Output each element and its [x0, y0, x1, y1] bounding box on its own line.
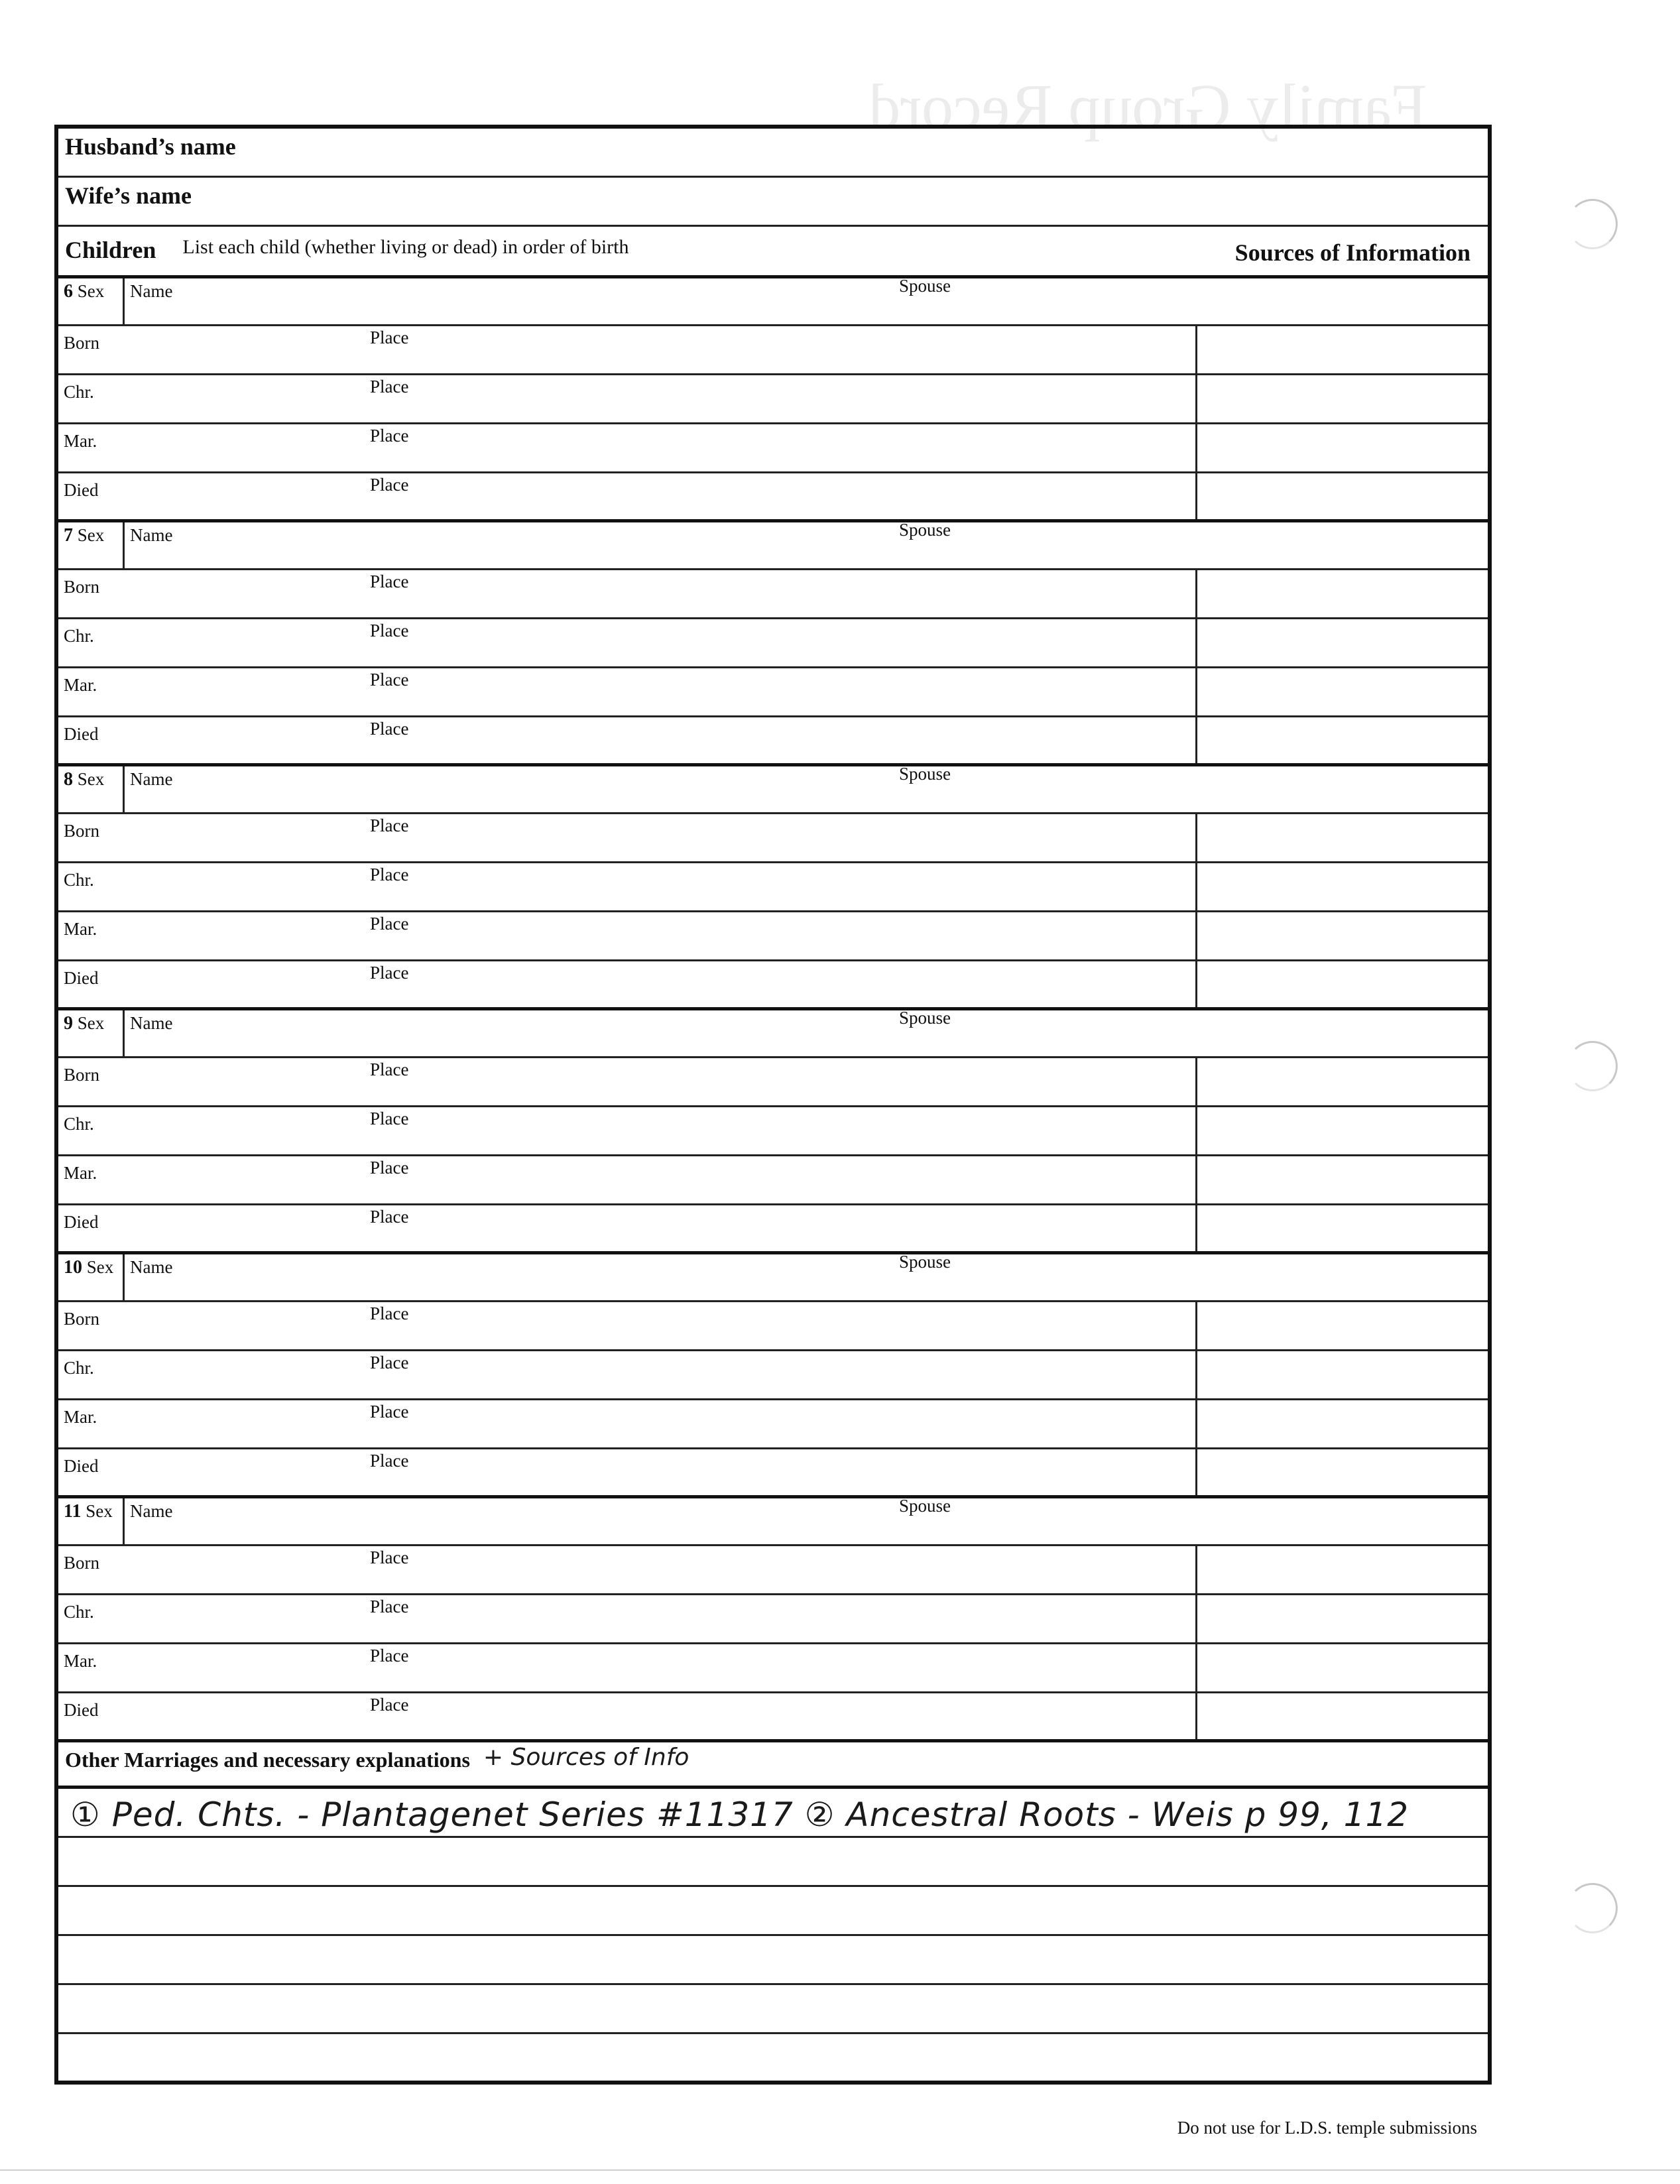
- wife-name-label: Wife’s name: [65, 182, 192, 209]
- event-label: Mar.: [64, 919, 97, 939]
- sex-label: Sex: [77, 769, 105, 789]
- note-line[interactable]: [58, 1936, 1488, 1985]
- place-label: Place: [370, 1207, 409, 1227]
- event-field[interactable]: [58, 1400, 1197, 1447]
- event-label: Died: [64, 1212, 99, 1232]
- event-field[interactable]: [58, 1156, 1197, 1203]
- children-label: Children: [65, 237, 156, 263]
- source-cell[interactable]: [1197, 1546, 1488, 1593]
- other-marriages-header: [58, 1742, 1488, 1789]
- spouse-label: Spouse: [899, 1008, 951, 1028]
- source-cell[interactable]: [1197, 375, 1488, 422]
- children-header: [58, 227, 1488, 278]
- children-instruction: List each child (whether living or dead) in order of birth: [182, 236, 629, 258]
- child-number: 10: [64, 1257, 82, 1278]
- event-label: Born: [64, 333, 99, 353]
- source-cell[interactable]: [1197, 912, 1488, 959]
- source-cell[interactable]: [1197, 1449, 1488, 1495]
- child-event-row[interactable]: [58, 1302, 1488, 1351]
- sex-label: Sex: [77, 525, 105, 545]
- event-label: Died: [64, 1456, 99, 1476]
- event-field[interactable]: [58, 1058, 1197, 1105]
- child-event-row[interactable]: [58, 1449, 1488, 1498]
- place-label: Place: [370, 377, 409, 396]
- note-line[interactable]: [58, 1985, 1488, 2034]
- child-number: 11: [64, 1501, 82, 1522]
- child-number-sex[interactable]: [58, 1498, 125, 1544]
- place-label: Place: [370, 572, 409, 591]
- event-field[interactable]: [58, 1351, 1197, 1398]
- event-field[interactable]: [58, 1595, 1197, 1642]
- page-edge: [0, 2169, 1680, 2171]
- event-field[interactable]: [58, 570, 1197, 617]
- child-number: 6: [64, 281, 73, 302]
- child-event-row[interactable]: [58, 1351, 1488, 1400]
- event-label: Died: [64, 968, 99, 988]
- event-label: Born: [64, 821, 99, 841]
- husband-name-label: Husband’s name: [65, 133, 236, 160]
- source-cell[interactable]: [1197, 814, 1488, 861]
- child-name-field[interactable]: [125, 1010, 1488, 1056]
- punch-hole-middle: [1567, 1041, 1618, 1091]
- place-label: Place: [370, 621, 409, 640]
- child-event-row[interactable]: [58, 912, 1488, 961]
- event-label: Mar.: [64, 675, 97, 695]
- name-label: Name: [130, 525, 173, 545]
- child-name-row[interactable]: [58, 1010, 1488, 1058]
- event-label: Mar.: [64, 1651, 97, 1671]
- child-name-row[interactable]: [58, 766, 1488, 814]
- child-event-row[interactable]: [58, 570, 1488, 619]
- sources-of-information-label: Sources of Information: [1234, 239, 1470, 266]
- event-field[interactable]: [58, 717, 1197, 763]
- event-label: Born: [64, 1065, 99, 1085]
- child-event-row[interactable]: [58, 375, 1488, 424]
- event-label: Chr.: [64, 626, 94, 646]
- source-cell[interactable]: [1197, 863, 1488, 910]
- source-cell[interactable]: [1197, 473, 1488, 519]
- place-label: Place: [370, 865, 409, 884]
- event-label: Died: [64, 480, 99, 500]
- child-name-field[interactable]: [125, 278, 1488, 324]
- event-field[interactable]: [58, 814, 1197, 861]
- child-number: 9: [64, 1013, 73, 1034]
- child-event-row[interactable]: [58, 717, 1488, 766]
- event-label: Died: [64, 1700, 99, 1720]
- name-label: Name: [130, 1501, 173, 1521]
- place-label: Place: [370, 1695, 409, 1715]
- wife-name-row[interactable]: [58, 178, 1488, 227]
- event-label: Mar.: [64, 1163, 97, 1183]
- source-cell[interactable]: [1197, 1351, 1488, 1398]
- child-number: 8: [64, 769, 73, 790]
- child-name-row[interactable]: [58, 1498, 1488, 1546]
- event-label: Died: [64, 724, 99, 744]
- event-field[interactable]: [58, 1205, 1197, 1251]
- sex-label: Sex: [77, 1013, 105, 1033]
- source-cell[interactable]: [1197, 1107, 1488, 1154]
- child-event-row[interactable]: [58, 1595, 1488, 1644]
- event-label: Chr.: [64, 1114, 94, 1134]
- event-label: Chr.: [64, 1358, 94, 1378]
- event-label: Chr.: [64, 1602, 94, 1622]
- event-label: Born: [64, 1553, 99, 1573]
- child-name-row[interactable]: [58, 1254, 1488, 1302]
- place-label: Place: [370, 719, 409, 739]
- source-cell[interactable]: [1197, 619, 1488, 666]
- child-number-sex[interactable]: [58, 766, 125, 812]
- child-event-row[interactable]: [58, 1400, 1488, 1449]
- place-label: Place: [370, 328, 409, 347]
- event-label: Mar.: [64, 1407, 97, 1427]
- place-label: Place: [370, 1304, 409, 1323]
- child-event-row[interactable]: [58, 1546, 1488, 1595]
- name-label: Name: [130, 1013, 173, 1033]
- place-label: Place: [370, 1402, 409, 1422]
- event-field[interactable]: [58, 1107, 1197, 1154]
- event-field[interactable]: [58, 961, 1197, 1007]
- handwritten-note: ① Ped. Chts. - Plantagenet Series #11317 ② Ancestral Roots - Weis p 99, 112: [70, 1795, 1410, 1834]
- child-event-row[interactable]: [58, 473, 1488, 522]
- child-event-row[interactable]: [58, 1693, 1488, 1742]
- note-line[interactable]: [58, 1887, 1488, 1936]
- place-label: Place: [370, 1451, 409, 1471]
- source-cell[interactable]: [1197, 326, 1488, 373]
- children-list: [58, 278, 1488, 1742]
- event-field[interactable]: [58, 668, 1197, 715]
- child-number-sex[interactable]: [58, 522, 125, 568]
- other-marriages-label: Other Marriages and necessary explanations: [65, 1748, 470, 1772]
- event-field[interactable]: [58, 326, 1197, 373]
- sex-label: Sex: [77, 281, 105, 301]
- event-field[interactable]: [58, 1693, 1197, 1739]
- spouse-label: Spouse: [899, 1496, 951, 1516]
- footer-note: Do not use for L.D.S. temple submissions: [1177, 2118, 1477, 2138]
- event-field[interactable]: [58, 619, 1197, 666]
- source-cell[interactable]: [1197, 668, 1488, 715]
- child-number-sex[interactable]: [58, 1010, 125, 1056]
- child-name-row[interactable]: [58, 522, 1488, 570]
- event-label: Mar.: [64, 431, 97, 451]
- place-label: Place: [370, 1060, 409, 1079]
- source-cell[interactable]: [1197, 1644, 1488, 1691]
- child-event-row[interactable]: [58, 1205, 1488, 1254]
- note-line[interactable]: [58, 2034, 1488, 2081]
- note-line[interactable]: [58, 1789, 1488, 1838]
- source-cell[interactable]: [1197, 1693, 1488, 1739]
- event-field[interactable]: [58, 1449, 1197, 1495]
- event-field[interactable]: [58, 1644, 1197, 1691]
- source-cell[interactable]: [1197, 1156, 1488, 1203]
- child-event-row[interactable]: [58, 961, 1488, 1010]
- source-cell[interactable]: [1197, 1400, 1488, 1447]
- place-label: Place: [370, 1547, 409, 1567]
- source-cell[interactable]: [1197, 961, 1488, 1007]
- place-label: Place: [370, 1109, 409, 1128]
- child-event-row[interactable]: [58, 1156, 1488, 1205]
- source-cell[interactable]: [1197, 1595, 1488, 1642]
- place-label: Place: [370, 670, 409, 690]
- child-event-row[interactable]: [58, 619, 1488, 668]
- child-event-row[interactable]: [58, 424, 1488, 473]
- event-label: Born: [64, 577, 99, 597]
- family-group-form: [54, 125, 1492, 2085]
- event-field[interactable]: [58, 1546, 1197, 1593]
- child-event-row[interactable]: [58, 668, 1488, 717]
- source-cell[interactable]: [1197, 570, 1488, 617]
- place-label: Place: [370, 475, 409, 495]
- punch-hole-top: [1567, 199, 1618, 249]
- husband-name-row[interactable]: [58, 129, 1488, 178]
- event-label: Chr.: [64, 382, 94, 402]
- handwritten-sources-note: + Sources of Info: [483, 1744, 690, 1771]
- event-label: Chr.: [64, 870, 94, 890]
- child-event-row[interactable]: [58, 814, 1488, 863]
- place-label: Place: [370, 426, 409, 446]
- child-name-field[interactable]: [125, 522, 1488, 568]
- child-event-row[interactable]: [58, 1058, 1488, 1107]
- child-name-row[interactable]: [58, 278, 1488, 326]
- child-event-row[interactable]: [58, 863, 1488, 912]
- child-name-field[interactable]: [125, 766, 1488, 812]
- place-label: Place: [370, 963, 409, 983]
- place-label: Place: [370, 1646, 409, 1666]
- sex-label: Sex: [86, 1257, 114, 1277]
- event-label: Born: [64, 1309, 99, 1329]
- source-cell[interactable]: [1197, 717, 1488, 763]
- child-number-sex[interactable]: [58, 1254, 125, 1300]
- event-field[interactable]: [58, 375, 1197, 422]
- child-event-row[interactable]: [58, 1644, 1488, 1693]
- spouse-label: Spouse: [899, 764, 951, 784]
- event-field[interactable]: [58, 1302, 1197, 1349]
- name-label: Name: [130, 281, 173, 301]
- child-number: 7: [64, 525, 73, 546]
- spouse-label: Spouse: [899, 1252, 951, 1272]
- event-field[interactable]: [58, 912, 1197, 959]
- note-line[interactable]: [58, 1838, 1488, 1887]
- punch-hole-bottom: [1567, 1883, 1618, 1933]
- name-label: Name: [130, 1257, 173, 1277]
- child-event-row[interactable]: [58, 326, 1488, 375]
- child-event-row[interactable]: [58, 1107, 1488, 1156]
- name-label: Name: [130, 769, 173, 789]
- event-field[interactable]: [58, 424, 1197, 471]
- child-name-field[interactable]: [125, 1498, 1488, 1544]
- place-label: Place: [370, 816, 409, 835]
- event-field[interactable]: [58, 473, 1197, 519]
- bleed-through-title: Family Group Record: [869, 71, 1427, 142]
- source-cell[interactable]: [1197, 424, 1488, 471]
- source-cell[interactable]: [1197, 1302, 1488, 1349]
- spouse-label: Spouse: [899, 276, 951, 296]
- sex-label: Sex: [86, 1501, 113, 1521]
- place-label: Place: [370, 1597, 409, 1616]
- source-cell[interactable]: [1197, 1205, 1488, 1251]
- source-cell[interactable]: [1197, 1058, 1488, 1105]
- event-field[interactable]: [58, 863, 1197, 910]
- place-label: Place: [370, 914, 409, 934]
- child-name-field[interactable]: [125, 1254, 1488, 1300]
- child-number-sex[interactable]: [58, 278, 125, 324]
- notes-lines: [58, 1789, 1488, 2081]
- place-label: Place: [370, 1353, 409, 1372]
- place-label: Place: [370, 1158, 409, 1178]
- spouse-label: Spouse: [899, 520, 951, 540]
